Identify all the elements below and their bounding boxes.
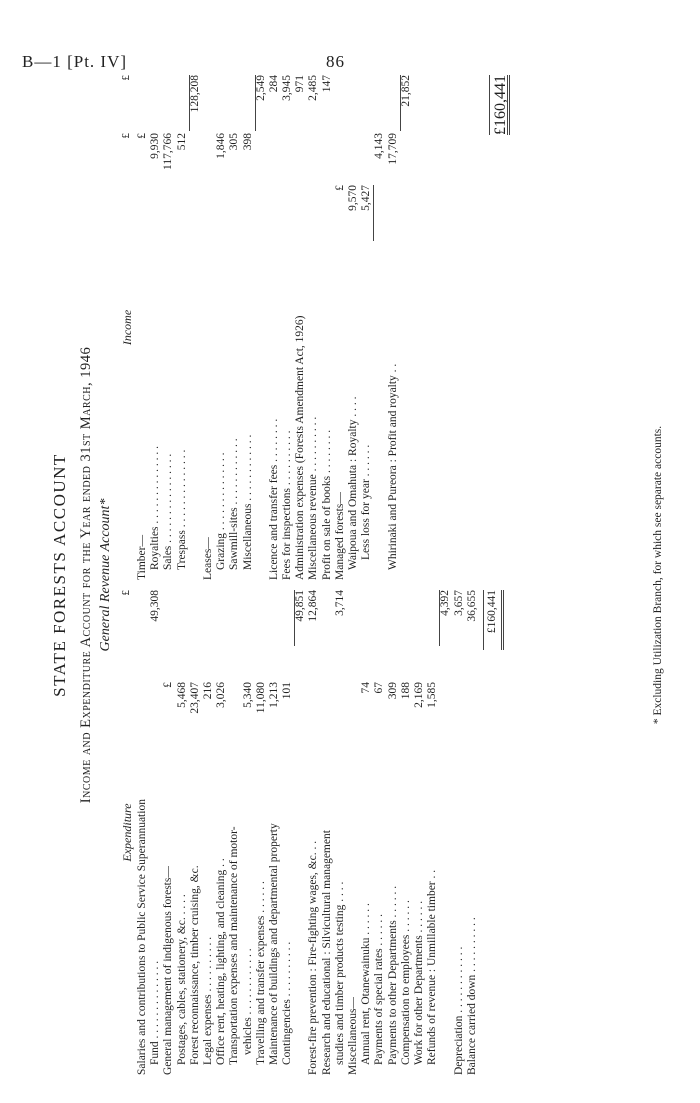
row-label: Travelling and transfer expenses . . . . . . — [254, 881, 267, 1065]
row-label: Contingencies . . . . . . . . . . — [281, 941, 294, 1065]
page-header-section: B—1 [Pt. IV] — [22, 52, 128, 71]
amount-c2: 9,930 — [149, 133, 162, 159]
table-row — [387, 590, 400, 1075]
table-row — [228, 590, 241, 1075]
amount-c1: 3,026 — [215, 682, 228, 708]
amount-c1: 5,427 — [360, 185, 373, 211]
table-row — [176, 590, 189, 1075]
table-row — [242, 590, 255, 1075]
row-label: studies and timber products testing . . . . — [333, 881, 346, 1065]
table-row — [400, 75, 413, 580]
table-row — [176, 75, 189, 580]
row-label: Forest-fire prevention : Fire-fighting wages, &c. . . — [307, 840, 320, 1075]
row-label: Administration expenses (Forests Amendment Act, 1926) — [294, 315, 307, 580]
amount-c3: 3,714 — [333, 590, 346, 616]
table-row — [334, 590, 347, 1075]
amount-c1: 5,468 — [175, 682, 188, 708]
amount-c1: 1,585 — [426, 682, 439, 708]
row-label: Whirinaki and Pureora : Profit and royalty . . — [386, 363, 399, 570]
table-row — [360, 75, 373, 580]
row-label: Research and educational : Silvicultural management — [320, 830, 333, 1075]
row-label: Fund . . . . . . . . . . . . . . — [149, 960, 162, 1065]
table-row — [202, 75, 215, 580]
table-row — [321, 590, 334, 1075]
row-label: vehicles . . . . . . . . . . . . — [241, 948, 254, 1055]
table-row — [466, 590, 479, 1075]
row-label: Postages, cables, stationery, &c. . . . . — [175, 894, 188, 1065]
amount-c3: 3,657 — [452, 590, 465, 616]
amount-c3: 36,655 — [465, 590, 478, 622]
income-total-block — [485, 75, 515, 155]
amount-c3: 128,208 — [188, 75, 201, 113]
row-label: Office rent, heating, lighting, and cleaning . . — [215, 858, 228, 1065]
account-subtitle: Income and Expenditure Account for the Year ended 31st March, 1946 — [78, 346, 94, 804]
expenditure-unit: £ — [120, 590, 132, 596]
account-title: STATE FORESTS ACCOUNT — [50, 453, 69, 697]
row-label: Managed forests— — [333, 492, 346, 580]
table-row — [189, 75, 202, 580]
amount-c1: £ — [162, 682, 175, 688]
table-row — [149, 590, 162, 1075]
amount-c2: 117,766 — [162, 133, 175, 170]
total-double-rule — [507, 75, 510, 135]
amount-c1: 74 — [360, 682, 373, 694]
row-label: Forest reconnaissance, timber cruising, &c. — [188, 865, 201, 1065]
row-label: Sales . . . . . . . . . . . . . . . . — [162, 453, 175, 570]
row-label: Less loss for year . . . . . . — [360, 444, 373, 560]
amount-c1: 67 — [373, 682, 386, 694]
row-label: Transportation expenses and maintenance of motor- — [228, 826, 241, 1065]
table-row — [202, 590, 215, 1075]
row-label: Compensation to employees . . . . . . — [399, 900, 412, 1065]
subtotal-rule — [255, 75, 256, 131]
table-row — [360, 590, 373, 1075]
expenditure-column — [120, 590, 509, 1075]
income-heading: Income — [120, 309, 134, 346]
amount-c1: 2,169 — [412, 682, 425, 708]
table-row — [255, 590, 268, 1075]
table-row — [321, 75, 334, 580]
table-row — [255, 75, 268, 580]
row-label: Sawmill-sites . . . . . . . . . . . . — [228, 438, 241, 570]
table-row — [268, 590, 281, 1075]
table-row — [281, 75, 294, 580]
table-row — [189, 590, 202, 1075]
expenditure-rows — [136, 590, 479, 1075]
row-label: Maintenance of buildings and departmental property — [267, 823, 280, 1065]
expenditure-total: £160,441 — [485, 590, 498, 634]
income-unit-total: £ — [120, 75, 132, 81]
table-row — [136, 590, 149, 1075]
amount-c3: 2,485 — [307, 75, 320, 101]
amount-c3: 2,549 — [254, 75, 267, 101]
amount-c2: 305 — [228, 133, 241, 151]
table-row — [215, 75, 228, 580]
table-row — [307, 590, 320, 1075]
amount-c3: 971 — [294, 75, 307, 93]
amount-c3: 21,852 — [399, 75, 412, 107]
amount-c3: 284 — [267, 75, 280, 93]
row-label: Timber— — [136, 535, 148, 580]
amount-c2: 512 — [175, 133, 188, 151]
table-row — [136, 75, 149, 580]
amount-c1: 101 — [281, 682, 294, 700]
table-row — [387, 75, 400, 580]
table-row — [294, 75, 307, 580]
row-label: Refunds of revenue : Unmillable timber . . — [426, 869, 439, 1065]
row-label: Balance carried down . . . . . . . . . . — [465, 917, 478, 1075]
subtotal-rule — [373, 185, 374, 241]
account-type: General Revenue Account* — [98, 498, 113, 652]
rotated-page-content — [40, 75, 680, 1075]
subtotal-rule — [294, 590, 295, 646]
row-label: Profit on sale of books . . . . . . . . — [320, 429, 333, 580]
amount-c3: 3,945 — [281, 75, 294, 101]
amount-c3: 49,308 — [149, 590, 162, 622]
amount-c2: 17,709 — [386, 133, 399, 165]
subtotal-rule — [400, 75, 401, 131]
total-double-rule — [501, 590, 504, 650]
table-row — [281, 590, 294, 1075]
income-column — [120, 75, 413, 580]
amount-c1: £ — [333, 185, 346, 191]
row-label: Legal expenses . . . . . . . . . . — [201, 936, 214, 1065]
total-rule — [483, 590, 484, 650]
expenditure-heading: Expenditure — [120, 803, 134, 862]
amount-c1: 11,080 — [254, 682, 267, 714]
row-label: Salaries and contributions to Public Service Superannuation — [136, 799, 148, 1075]
table-row — [347, 75, 360, 580]
amount-c3: 147 — [320, 75, 333, 93]
row-label: Miscellaneous— — [347, 997, 359, 1075]
row-label: Miscellaneous . . . . . . . . . . . . — [241, 434, 254, 570]
table-row — [307, 75, 320, 580]
row-label: Payments to other Departments . . . . . . — [386, 885, 399, 1065]
page-number: 86 — [326, 52, 345, 71]
table-row — [228, 75, 241, 580]
income-total: £160,441 — [492, 75, 509, 135]
table-row — [413, 590, 426, 1075]
income-unit-subtotal: £ — [120, 133, 132, 139]
amount-c2: £ — [136, 133, 148, 139]
amount-c1: 309 — [386, 682, 399, 700]
subtotal-rule — [189, 75, 190, 131]
table-row — [334, 75, 347, 580]
row-label: Depreciation . . . . . . . . . . . . — [452, 946, 465, 1075]
table-row — [453, 590, 466, 1075]
table-row — [242, 75, 255, 580]
row-label: General management of indigenous forests— — [162, 866, 175, 1075]
table-row — [347, 590, 360, 1075]
amount-c1: 188 — [399, 682, 412, 700]
income-rows — [136, 75, 413, 580]
row-label: Miscellaneous revenue . . . . . . . . . . — [307, 416, 320, 580]
row-label: Fees for inspections . . . . . . . . . . — [281, 430, 294, 580]
amount-c2: 398 — [241, 133, 254, 151]
table-row — [215, 590, 228, 1075]
table-row — [400, 590, 413, 1075]
amount-c1: 216 — [201, 682, 214, 700]
amount-c1: 9,570 — [347, 185, 359, 211]
row-label: Waipoua and Omahuta : Royalty . . . . — [347, 396, 359, 570]
row-label: Grazing . . . . . . . . . . . . . . — [215, 452, 228, 570]
amount-c1: 5,340 — [241, 682, 254, 708]
amount-c2: 4,143 — [373, 133, 386, 159]
row-label: Work for other Departments . . . . . . — [412, 900, 425, 1065]
subtotal-rule — [439, 590, 440, 646]
table-row — [426, 590, 439, 1075]
row-label: Royalties . . . . . . . . . . . . . . — [149, 446, 162, 570]
expenditure-total-block — [479, 590, 509, 1075]
table-row — [149, 75, 162, 580]
total-rule — [489, 75, 490, 135]
row-label: Licence and transfer fees . . . . . . . . — [267, 418, 280, 580]
row-label: Payments of special rates . . . . . . — [373, 913, 386, 1065]
amount-c1: 23,407 — [188, 682, 201, 714]
row-label: Trespass . . . . . . . . . . . . . . — [175, 449, 188, 570]
amount-c1: 1,213 — [267, 682, 280, 708]
table-row — [162, 590, 175, 1075]
table-row — [373, 75, 386, 580]
table-row — [268, 75, 281, 580]
table-row — [439, 590, 452, 1075]
table-row — [373, 590, 386, 1075]
amount-c2: 1,846 — [215, 133, 228, 159]
footnote: * Excluding Utilization Branch, for which see separate accounts. — [652, 425, 664, 725]
table-row — [294, 590, 307, 1075]
amount-c3: 12,864 — [307, 590, 320, 622]
row-label: Annual rent, Otanewainuku . . . . . . — [360, 903, 373, 1065]
row-label: Leases— — [201, 537, 214, 580]
amount-c3: 49,851 — [294, 590, 307, 622]
amount-c3: 4,392 — [439, 590, 452, 616]
table-row — [162, 75, 175, 580]
